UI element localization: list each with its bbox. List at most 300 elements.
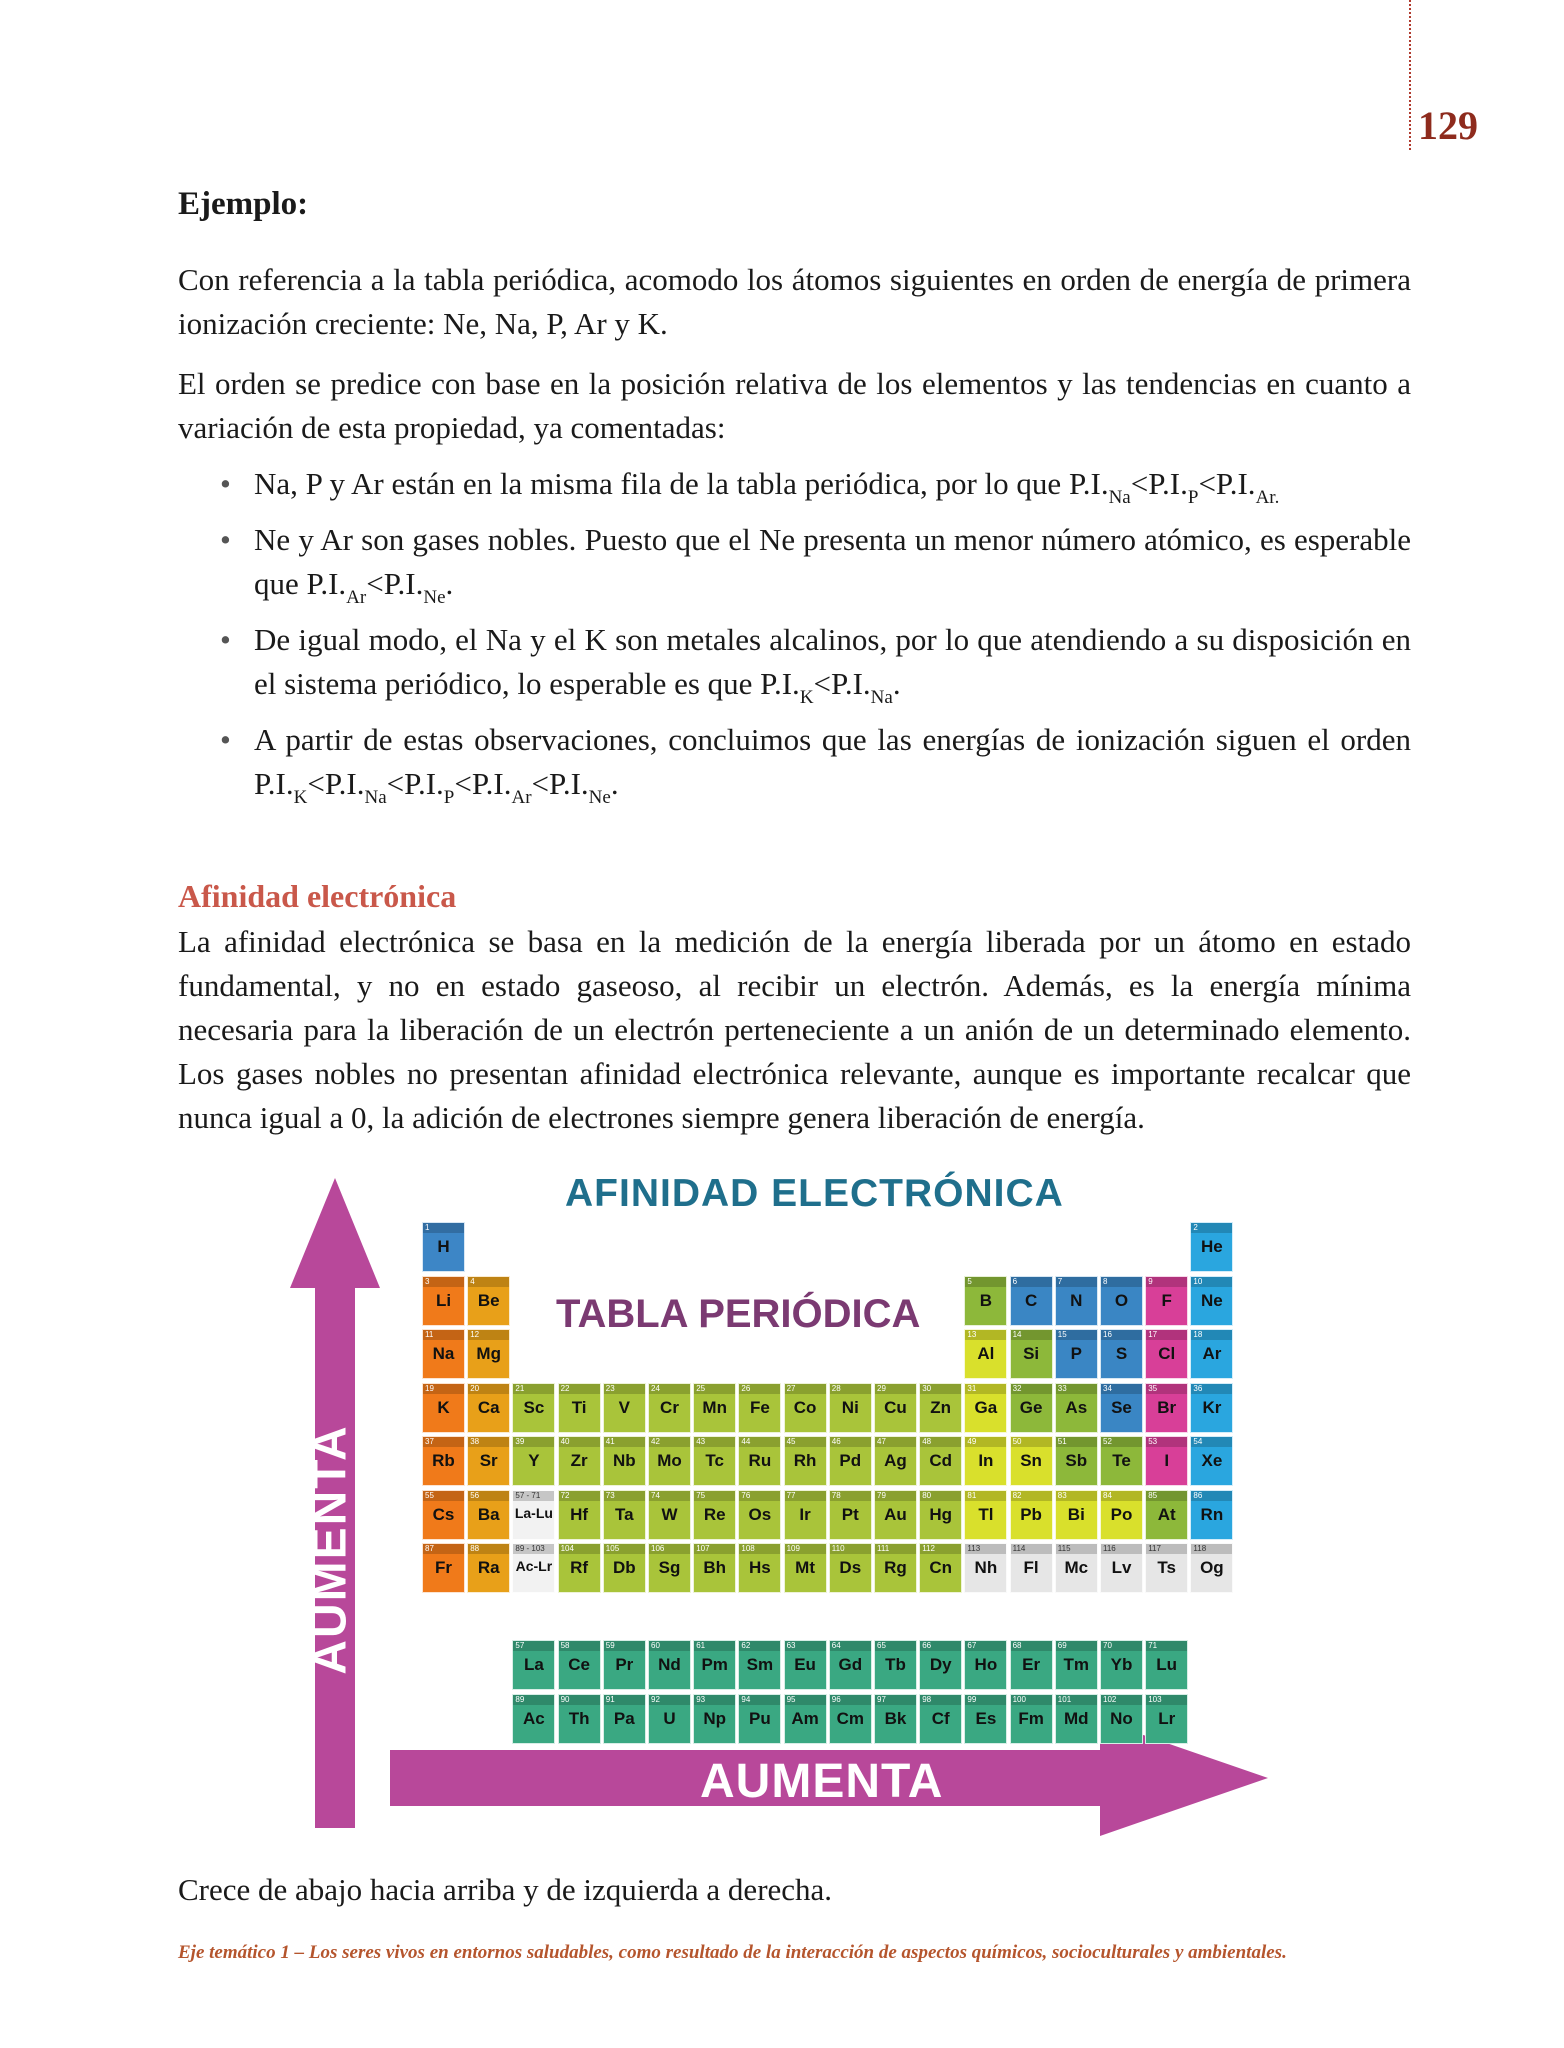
element-symbol: Tl [978, 1504, 994, 1524]
element-cell-sr [467, 1436, 510, 1486]
less-than: < [531, 766, 550, 801]
atomic-number: 101 [1057, 1694, 1072, 1704]
less-than: < [366, 566, 384, 601]
subscript: K [293, 787, 308, 808]
element-cell-rh [784, 1436, 827, 1486]
element-symbol: At [1157, 1504, 1176, 1524]
element-symbol: Nh [974, 1558, 998, 1577]
atomic-number: 102 [1103, 1694, 1117, 1704]
electron-affinity-figure [270, 1162, 1270, 1842]
element-cell-es [964, 1694, 1007, 1744]
element-symbol: Zr [570, 1451, 588, 1470]
element-cell-p [1055, 1329, 1098, 1379]
subscript: Ne [588, 787, 611, 808]
element-cell-ta [603, 1490, 646, 1540]
up-arrow-label: AUMENTA [303, 1424, 357, 1675]
element-symbol: Md [1064, 1708, 1089, 1728]
element-cell-er [1010, 1640, 1053, 1690]
atomic-number: 118 [1193, 1544, 1207, 1553]
right-arrow-label: AUMENTA [700, 1755, 944, 1808]
element-symbol: La-Lu [514, 1504, 553, 1521]
element-cell-ho [964, 1640, 1007, 1690]
bullet-item-1 [212, 462, 1411, 506]
pi-label: P.I. [760, 666, 800, 701]
atomic-number: 9 [1148, 1276, 1153, 1286]
atomic-number: 87 [425, 1544, 434, 1553]
element-cell-po [1100, 1490, 1143, 1540]
atomic-number: 62 [741, 1641, 751, 1650]
page-number: 129 [1418, 103, 1478, 148]
element-symbol: V [618, 1397, 630, 1417]
element-symbol: Nd [658, 1655, 681, 1674]
element-cell-rg [874, 1543, 917, 1593]
element-cell-k [422, 1383, 465, 1433]
bullet-item-2 [212, 518, 1411, 606]
element-symbol: Sr [479, 1451, 498, 1470]
element-symbol: Ca [477, 1397, 500, 1417]
element-symbol: Ds [839, 1558, 862, 1577]
subscript: Ne [423, 587, 446, 608]
atomic-number: 32 [1012, 1383, 1022, 1393]
atomic-number: 108 [741, 1544, 755, 1553]
element-symbol: U [663, 1708, 676, 1728]
period: . [610, 766, 619, 801]
element-cell-ne [1190, 1276, 1233, 1326]
element-symbol: Ir [799, 1504, 811, 1524]
subscript: Na [364, 787, 387, 808]
atomic-number: 75 [696, 1490, 706, 1500]
element-cell-mo [648, 1436, 691, 1486]
atomic-number: 50 [1012, 1437, 1022, 1446]
pi-label: P.I. [324, 766, 365, 801]
element-symbol: Cm [836, 1708, 864, 1728]
pi-label: P.I. [831, 666, 871, 701]
atomic-number: 4 [470, 1276, 475, 1286]
element-cell-f [1145, 1276, 1188, 1326]
pi-label: P.I. [549, 766, 589, 801]
element-cell-pr [603, 1640, 646, 1690]
element-symbol: Lr [1158, 1708, 1176, 1728]
element-cell-ag [874, 1436, 917, 1486]
series-range-label: 89 - 103 [515, 1544, 545, 1553]
element-symbol: Th [568, 1708, 590, 1728]
element-cell-hs [738, 1543, 781, 1593]
element-symbol: Cl [1158, 1344, 1176, 1363]
element-symbol: Tc [705, 1451, 724, 1470]
atomic-number: 84 [1103, 1490, 1112, 1500]
element-cell-rf [558, 1543, 601, 1593]
atomic-number: 77 [786, 1490, 796, 1500]
subscript: Ar. [1255, 487, 1280, 508]
element-symbol: Xe [1201, 1451, 1223, 1470]
atomic-number: 48 [922, 1437, 932, 1446]
example-heading: Ejemplo: [178, 186, 309, 222]
element-cell-ts [1145, 1543, 1188, 1593]
element-cell-pa [603, 1694, 646, 1744]
atomic-number: 13 [967, 1330, 977, 1339]
atomic-number: 69 [1057, 1641, 1067, 1650]
element-cell-cr [648, 1383, 691, 1433]
element-symbol: Au [884, 1504, 907, 1524]
element-cell-mg [467, 1329, 510, 1379]
atomic-number: 59 [605, 1641, 615, 1650]
atomic-number: 44 [741, 1437, 751, 1446]
element-symbol: Ni [841, 1397, 859, 1417]
atomic-number: 98 [922, 1694, 932, 1704]
pi-label: P.I. [306, 566, 347, 601]
atomic-number: 105 [605, 1544, 620, 1553]
element-symbol: Ru [748, 1451, 772, 1470]
atomic-number: 117 [1148, 1544, 1161, 1553]
atomic-number: 15 [1057, 1330, 1067, 1339]
element-symbol: Be [477, 1290, 500, 1310]
atomic-number: 51 [1057, 1437, 1067, 1446]
element-cell-cd [919, 1436, 962, 1486]
atomic-number: 46 [831, 1437, 841, 1446]
atomic-number: 63 [786, 1641, 796, 1650]
bullet-dot-icon: • [220, 466, 231, 501]
atomic-number: 78 [831, 1490, 841, 1500]
element-cell-sg [648, 1543, 691, 1593]
element-cell-s [1100, 1329, 1143, 1379]
section-body: La afinidad electrónica se basa en la medición de la energía liberada por un átomo en estado fundamental, y no en estado gaseoso, al recibir un electrón. Además, es la energía mínima necesaria para la liberación de un electrón perteneciente a un anión de un determinado elemento. Los gases nobles no presentan afinidad electrónica relevante, aunque es importante recalcar que nunca igual a 0, la adición de electrones siempre genera liberación de energía. [178, 924, 1411, 1135]
element-cell-dy [919, 1640, 962, 1690]
element-cell-au [874, 1490, 917, 1540]
element-cell-np [693, 1694, 736, 1744]
element-symbol: Hf [570, 1504, 589, 1524]
atomic-number: 74 [651, 1490, 660, 1500]
less-than: < [454, 766, 472, 801]
atomic-number: 79 [877, 1490, 886, 1500]
caption: Crece de abajo hacia arriba y de izquierda a derecha. [178, 1872, 833, 1907]
element-cell-lr [1145, 1694, 1188, 1744]
element-cell-am [784, 1694, 827, 1744]
element-cell-pt [829, 1490, 872, 1540]
element-cell-re [693, 1490, 736, 1540]
atomic-number: 40 [560, 1437, 570, 1446]
atomic-number: 115 [1057, 1544, 1071, 1553]
series-range-label: 57 - 71 [515, 1490, 541, 1500]
element-symbol: Cf [931, 1708, 950, 1728]
atomic-number: 19 [425, 1383, 434, 1393]
atomic-number: 92 [651, 1694, 660, 1704]
element-cell-si [1010, 1329, 1053, 1379]
atomic-number: 71 [1148, 1641, 1158, 1650]
element-cell-zn [919, 1383, 962, 1433]
atomic-number: 85 [1148, 1490, 1158, 1500]
element-cell-gd [829, 1640, 872, 1690]
atomic-number: 21 [515, 1383, 525, 1393]
atomic-number: 76 [741, 1490, 751, 1500]
element-symbol: Nb [612, 1451, 636, 1470]
element-symbol: La [523, 1655, 544, 1674]
element-symbol: Dy [929, 1655, 952, 1674]
atomic-number: 67 [967, 1641, 977, 1650]
atomic-number: 23 [605, 1383, 615, 1393]
element-symbol: Sm [746, 1655, 774, 1674]
element-symbol: Gd [838, 1655, 863, 1674]
element-cell-u [648, 1694, 691, 1744]
element-symbol: Po [1110, 1504, 1133, 1524]
atomic-number: 72 [560, 1490, 570, 1500]
element-symbol: Cd [929, 1451, 953, 1470]
element-cell-ca [467, 1383, 510, 1433]
element-symbol: Yb [1110, 1655, 1133, 1674]
element-cell-ce [558, 1640, 601, 1690]
element-symbol: Ge [1019, 1397, 1043, 1417]
element-cell-at [1145, 1490, 1188, 1540]
atomic-number: 28 [831, 1383, 841, 1393]
element-symbol: Mg [476, 1344, 501, 1363]
element-symbol: Ag [884, 1451, 907, 1470]
element-cell-sm [738, 1640, 781, 1690]
element-symbol: Re [703, 1504, 726, 1524]
atomic-number: 52 [1103, 1437, 1112, 1446]
atomic-number: 12 [470, 1330, 480, 1339]
element-symbol: Np [703, 1708, 727, 1728]
pi-label: P.I. [383, 566, 424, 601]
element-symbol: Lv [1111, 1558, 1132, 1577]
element-symbol: Os [748, 1504, 772, 1524]
atomic-number: 7 [1057, 1276, 1063, 1286]
atomic-number: 35 [1148, 1383, 1158, 1393]
element-symbol: H [437, 1237, 450, 1256]
atomic-number: 80 [922, 1490, 932, 1500]
atomic-number: 34 [1103, 1383, 1112, 1393]
element-symbol: Br [1157, 1397, 1177, 1417]
subscript: Na [870, 687, 893, 708]
element-symbol: Na [432, 1344, 455, 1363]
element-symbol: In [978, 1451, 994, 1470]
atomic-number: 83 [1057, 1490, 1067, 1500]
element-symbol: Bk [884, 1708, 907, 1728]
atomic-number: 18 [1193, 1330, 1203, 1339]
element-cell-he [1190, 1222, 1233, 1272]
pi-label: P.I. [254, 766, 294, 801]
atomic-number: 10 [1193, 1276, 1203, 1286]
atomic-number: 73 [605, 1490, 615, 1500]
element-symbol: Ac-Lr [515, 1558, 553, 1574]
element-cell-lv [1100, 1543, 1143, 1593]
atomic-number: 81 [967, 1490, 977, 1500]
element-symbol: Li [435, 1290, 452, 1310]
element-cell-w [648, 1490, 691, 1540]
element-cell-co [784, 1383, 827, 1433]
element-cell-i [1145, 1436, 1188, 1486]
element-cell-hf [558, 1490, 601, 1540]
atomic-number: 41 [605, 1437, 615, 1446]
atomic-number: 20 [470, 1383, 480, 1393]
element-cell-mn [693, 1383, 736, 1433]
element-symbol: Rb [432, 1451, 455, 1470]
bullet-dot-icon: • [220, 622, 231, 657]
element-cell-tm [1055, 1640, 1098, 1690]
element-cell-nb [603, 1436, 646, 1486]
atomic-number: 43 [696, 1437, 706, 1446]
element-symbol: Y [528, 1451, 540, 1470]
atomic-number: 89 [515, 1694, 525, 1704]
element-cell-md [1055, 1694, 1098, 1744]
element-symbol: Ar [1202, 1344, 1222, 1363]
element-cell-ge [1010, 1383, 1053, 1433]
element-cell-br [1145, 1383, 1188, 1433]
atomic-number: 30 [922, 1383, 932, 1393]
element-symbol: Fl [1023, 1558, 1039, 1577]
element-cell-bi [1055, 1490, 1098, 1540]
atomic-number: 65 [877, 1641, 886, 1650]
element-symbol: Bh [703, 1558, 727, 1577]
element-symbol: W [661, 1504, 678, 1524]
element-cell-fr [422, 1543, 465, 1593]
element-symbol: Mt [795, 1558, 815, 1577]
element-symbol: Er [1022, 1655, 1041, 1674]
element-cell-nh [964, 1543, 1007, 1593]
element-symbol: Sb [1065, 1451, 1088, 1470]
element-cell-rb [422, 1436, 465, 1486]
element-cell-cs [422, 1490, 465, 1540]
atomic-number: 53 [1148, 1437, 1158, 1446]
element-cell-cf [919, 1694, 962, 1744]
atomic-number: 38 [470, 1437, 480, 1446]
atomic-number: 37 [425, 1437, 434, 1446]
element-cell-tl [964, 1490, 1007, 1540]
figure-subtitle: TABLA PERIÓDICA [556, 1292, 921, 1336]
pi-label: P.I. [471, 766, 512, 801]
atomic-number: 104 [560, 1544, 574, 1553]
atomic-number: 60 [651, 1641, 660, 1650]
element-symbol: Ta [615, 1504, 634, 1524]
element-symbol: Ho [974, 1655, 998, 1674]
element-symbol: Cu [884, 1397, 907, 1417]
element-symbol: Ac [523, 1708, 545, 1728]
element-cell-pd [829, 1436, 872, 1486]
section-title: Afinidad electrónica [178, 878, 457, 914]
atomic-number: 29 [877, 1383, 886, 1393]
atomic-number: 64 [831, 1641, 841, 1650]
element-symbol: N [1070, 1290, 1083, 1310]
element-cell-ti [558, 1383, 601, 1433]
element-cell-og [1190, 1543, 1233, 1593]
element-cell-sb [1055, 1436, 1098, 1486]
atomic-number: 97 [877, 1694, 886, 1704]
element-cell-mc [1055, 1543, 1098, 1593]
element-cell-la [512, 1640, 555, 1690]
element-symbol: Pt [841, 1504, 859, 1524]
element-symbol: Bi [1067, 1504, 1085, 1524]
atomic-number: 88 [470, 1544, 480, 1553]
atomic-number: 22 [560, 1383, 570, 1393]
element-symbol: Og [1200, 1558, 1224, 1577]
element-symbol: Kr [1202, 1397, 1222, 1417]
element-symbol: Sg [658, 1558, 681, 1577]
element-cell-ac [512, 1694, 555, 1744]
element-symbol: Tb [885, 1655, 906, 1674]
atomic-number: 54 [1193, 1437, 1203, 1446]
atomic-number: 27 [786, 1383, 796, 1393]
atomic-number: 24 [651, 1383, 660, 1393]
atomic-number: 111 [877, 1544, 890, 1553]
figure-title: AFINIDAD ELECTRÓNICA [565, 1172, 1064, 1215]
bullet-item-3 [212, 618, 1411, 706]
element-symbol: Ce [568, 1655, 590, 1674]
atomic-number: 107 [696, 1544, 710, 1553]
element-cell-as [1055, 1383, 1098, 1433]
period: . [892, 666, 901, 701]
element-symbol: Am [791, 1708, 819, 1728]
bullet-list [212, 462, 1411, 818]
atomic-number: 70 [1103, 1641, 1112, 1650]
atomic-number: 31 [967, 1383, 977, 1393]
element-symbol: Al [977, 1344, 995, 1363]
element-cell-te [1100, 1436, 1143, 1486]
element-symbol: I [1164, 1451, 1170, 1470]
element-symbol: Ti [571, 1397, 587, 1417]
element-symbol: Mn [702, 1397, 727, 1417]
element-cell-ar [1190, 1329, 1233, 1379]
element-symbol: Mc [1064, 1558, 1089, 1577]
bullet-4-text: A partir de estas observaciones, concluimos que las energías de ionización siguen el orden [254, 722, 1411, 757]
element-cell-lu [1145, 1640, 1188, 1690]
atomic-number: 90 [560, 1694, 570, 1704]
element-symbol: Se [1111, 1397, 1132, 1417]
atomic-number: 36 [1193, 1383, 1203, 1393]
element-symbol: F [1161, 1290, 1172, 1310]
bullet-dot-icon: • [220, 522, 231, 557]
element-cell-ds [829, 1543, 872, 1593]
subscript: Ar [346, 587, 367, 608]
element-cell-rn [1190, 1490, 1233, 1540]
element-cell-pm [693, 1640, 736, 1690]
atomic-number: 106 [651, 1544, 665, 1553]
less-than: < [1198, 466, 1216, 501]
atomic-number: 116 [1103, 1544, 1116, 1553]
element-cell-in [964, 1436, 1007, 1486]
bullet-2-text: Ne y Ar son gases nobles. Puesto que el Ne presenta un menor número atómico, es esperable que [254, 522, 1411, 601]
period: . [445, 566, 454, 601]
atomic-number: 49 [967, 1437, 977, 1446]
element-symbol: Tm [1063, 1655, 1090, 1674]
atomic-number: 114 [1012, 1544, 1026, 1553]
element-cell-mt [784, 1543, 827, 1593]
element-symbol: As [1065, 1397, 1088, 1417]
element-symbol: Rn [1200, 1504, 1224, 1524]
pi-label: P.I. [404, 766, 444, 801]
element-cell-ni [829, 1383, 872, 1433]
bullet-dot-icon: • [220, 722, 231, 757]
element-symbol: Hg [929, 1504, 953, 1524]
atomic-number: 94 [741, 1694, 751, 1704]
atomic-number: 5 [967, 1276, 972, 1286]
element-symbol: Ba [477, 1504, 500, 1524]
atomic-number: 25 [696, 1383, 706, 1393]
element-cell-y [512, 1436, 555, 1486]
subscript: P [1187, 487, 1199, 508]
element-cell-th [558, 1694, 601, 1744]
element-symbol: He [1201, 1237, 1223, 1256]
element-symbol: Zn [930, 1397, 952, 1417]
element-cell-tb [874, 1640, 917, 1690]
element-cell-b [964, 1276, 1007, 1326]
atomic-number: 14 [1012, 1330, 1022, 1339]
element-symbol: Si [1023, 1344, 1040, 1363]
element-symbol: Pu [749, 1708, 771, 1728]
intro-paragraph-2: El orden se predice con base en la posición relativa de los elementos y las tendencias en cuanto a variación de esta propiedad, ya comentadas: [178, 366, 1411, 445]
element-cell-li [422, 1276, 465, 1326]
element-symbol: Ra [477, 1558, 500, 1577]
element-symbol: S [1115, 1344, 1128, 1363]
element-cell-ru [738, 1436, 781, 1486]
element-symbol: Pd [839, 1451, 862, 1470]
